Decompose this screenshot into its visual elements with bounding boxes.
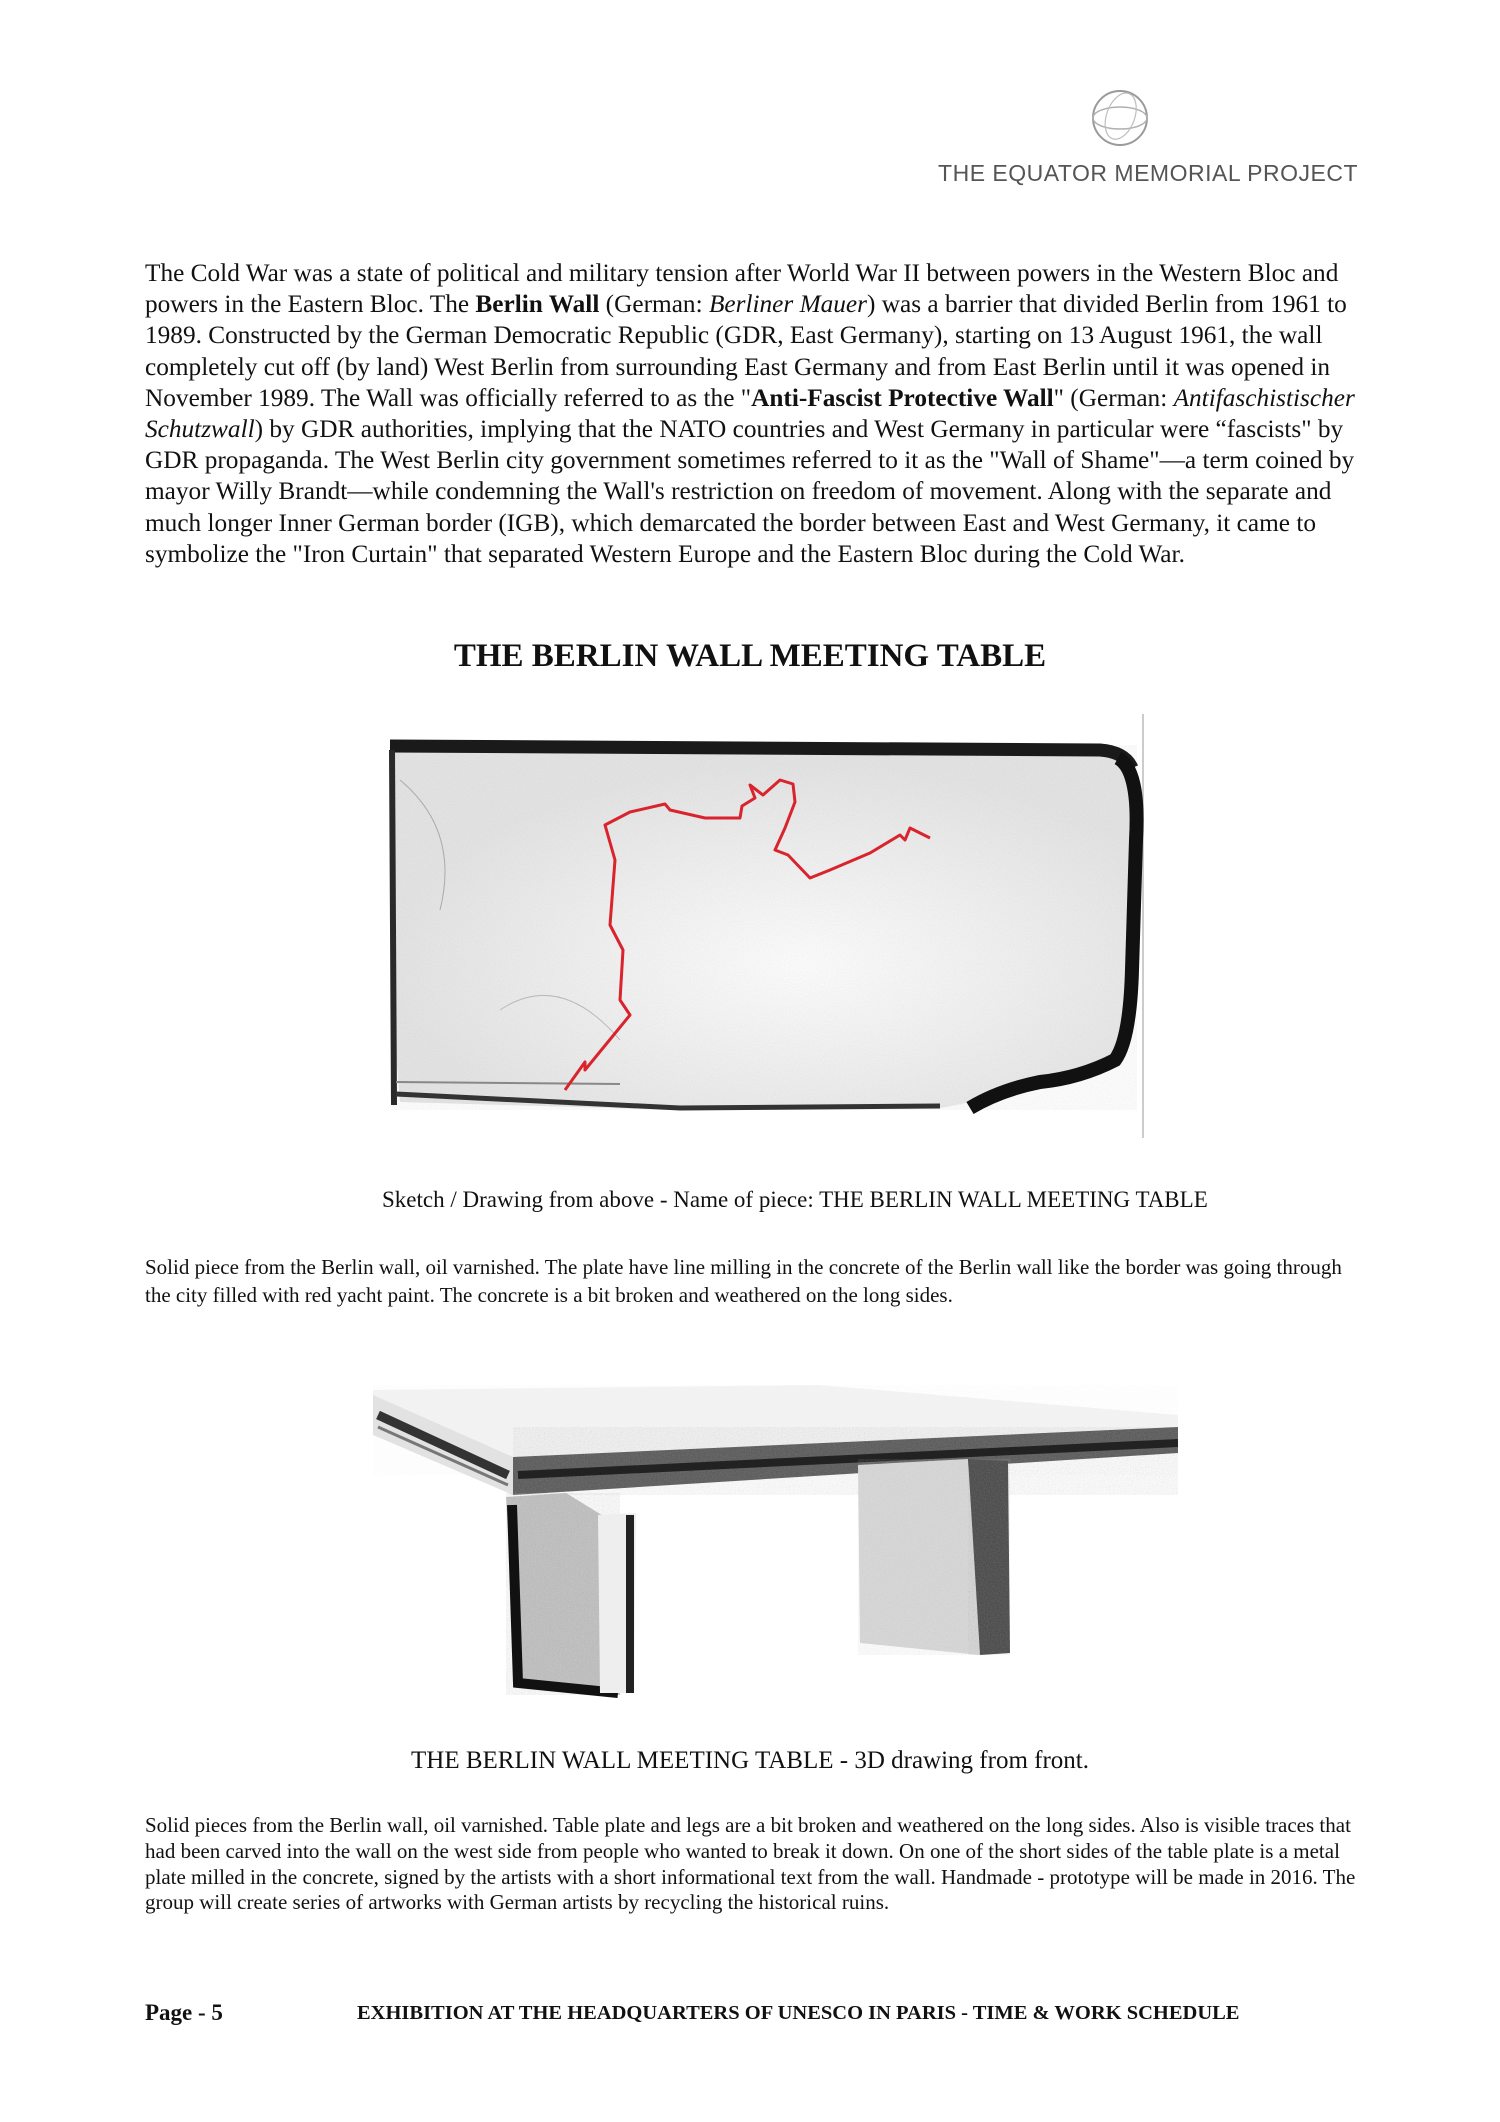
intro-italic-berliner-mauer: Berliner Mauer [708, 290, 868, 319]
footer-title: EXHIBITION AT THE HEADQUARTERS OF UNESCO IN PARIS - TIME & WORK SCHEDULE [357, 2002, 1240, 2024]
intro-bold-berlin-wall: Berlin Wall [475, 290, 600, 319]
figure2-description: Solid pieces from the Berlin wall, oil varnished. Table plate and legs are a bit broken and weathered on the long sides. Also is visible traces that had been carved into the wall on the west side from people who wanted to break it down. On one of the short sides of the table plate is a metal plate milled in the concrete, signed by the artists with a short informational text from the wall. Handmade - prototype will be made in 2016. The group will create series of artworks with German artists by recycling the historical ruins. [145, 1813, 1356, 1915]
page-number: Page - 5 [145, 2000, 223, 2025]
figure2-caption: THE BERLIN WALL MEETING TABLE - 3D drawing from front. [411, 1747, 1089, 1774]
intro-text: ) was a barrier that divided Berlin from 1961 to 1989. Constructed by the German Democratic Republic (GDR, East Germany), starting on 13 August 1961, the wall completely cut off (by land) West Berlin from surrounding East Germany and from East Berlin until it was opened in November 1989. The Wall was officially referred to as the " [145, 290, 1347, 412]
section-title: THE BERLIN WALL MEETING TABLE [453, 638, 1047, 674]
globe-ring-logo-icon [1090, 88, 1150, 148]
intro-text: The Cold War was a state of political and military tension after World War II between powers in the Western Bloc and powers in the Eastern Bloc. The [145, 259, 1339, 319]
brand-name: THE EQUATOR MEMORIAL PROJECT [938, 160, 1358, 186]
intro-text: " (German: [1053, 383, 1174, 412]
figure1-caption: Sketch / Drawing from above - Name of piece: THE BERLIN WALL MEETING TABLE [382, 1187, 1208, 1212]
table-top-view-image [380, 710, 1150, 1140]
figure1-description: Solid piece from the Berlin wall, oil varnished. The plate have line milling in the concrete of the Berlin wall like the border was going through the city filled with red yacht paint. The concrete is a bit broken and weathered on the long sides. [145, 1255, 1342, 1307]
intro-italic-schutzwall: Antifaschistischer Schutzwall [145, 383, 1355, 444]
table-3d-front-image [368, 1375, 1178, 1710]
intro-bold-anti-fascist: Anti-Fascist Protective Wall [751, 383, 1054, 412]
intro-text: (German: [599, 290, 709, 319]
intro-text: ) by GDR authorities, implying that the NATO countries and West Germany in particular were “fascists" by GDR propaganda. The West Berlin city government sometimes referred to it as the "Wall of Shame"—a term coined by mayor Willy Brandt—while condemning the Wall's restriction on freedom of movement. Along with the separate and much longer Inner German border (IGB), which demarcated the border between East and West Germany, it came to symbolize the "Iron Curtain" that separated Western Europe and the Eastern Bloc during the Cold War. [145, 415, 1355, 568]
intro-paragraph [145, 258, 1355, 570]
